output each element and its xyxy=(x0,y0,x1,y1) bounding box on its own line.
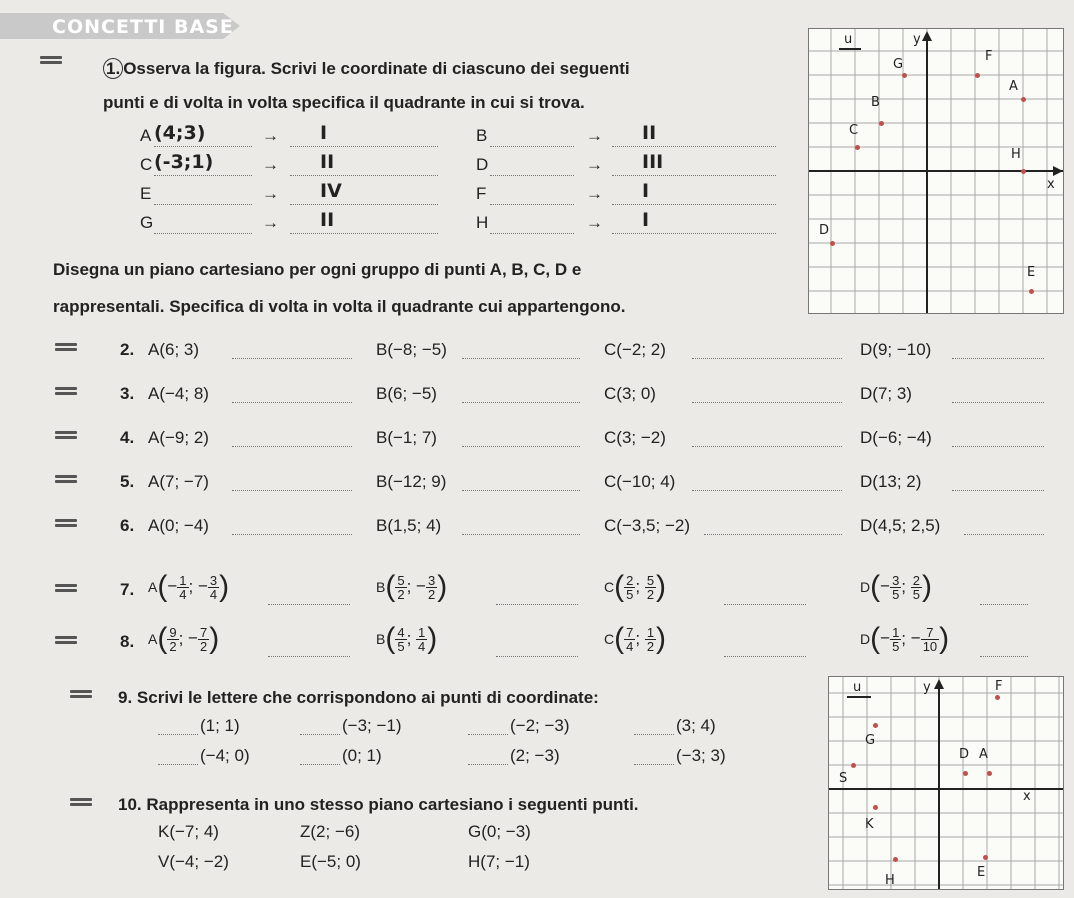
ex9-number: 9. xyxy=(118,688,133,707)
ex10-text: Rappresenta in uno stesso piano cartesiano i seguenti punti. xyxy=(146,795,639,814)
arrow-icon: → xyxy=(262,213,279,232)
point-marker xyxy=(963,771,968,776)
point-coordinates: B(−8; −5) xyxy=(376,340,447,359)
point-marker xyxy=(855,145,860,150)
exercise-number: 7. xyxy=(120,580,135,599)
point-coordinates: D(13; 2) xyxy=(860,472,922,491)
point-to-plot: E(−5; 0) xyxy=(300,852,361,871)
point-marker xyxy=(902,73,907,78)
coord-answer[interactable] xyxy=(490,180,574,205)
quadrant-answer[interactable]: II xyxy=(612,122,776,147)
answer-blank[interactable] xyxy=(724,646,806,657)
letter-blank[interactable] xyxy=(158,720,198,735)
x-label: x xyxy=(1023,789,1031,804)
point-marker xyxy=(1029,289,1034,294)
point-to-plot: K(−7; 4) xyxy=(158,822,219,841)
answer-blank[interactable] xyxy=(232,474,352,491)
fraction-point: A( $\frac{9}{2}$ ; − $\frac{7}{2}$ ) xyxy=(148,622,220,655)
fraction-point: C( $\frac{7}{4}$ ; $\frac{1}{2}$ ) xyxy=(604,622,667,655)
ex9-text: Scrivi le lettere che corrispondono ai punti di coordinate: xyxy=(136,688,599,707)
coordinate-pair: (−2; −3) xyxy=(510,716,570,735)
point-marker xyxy=(975,73,980,78)
difficulty-icon xyxy=(40,56,62,70)
difficulty-icon xyxy=(55,343,77,357)
point-letter: F xyxy=(476,184,487,203)
point-letter: B xyxy=(476,126,488,145)
letter-blank[interactable] xyxy=(468,720,508,735)
answer-blank[interactable] xyxy=(232,430,352,447)
answer-blank[interactable] xyxy=(692,342,842,359)
point-coordinates: D(9; −10) xyxy=(860,340,932,359)
point-label: A xyxy=(1009,79,1018,94)
arrow-icon: → xyxy=(262,155,279,174)
ex1-line1: Osserva la figura. Scrivi le coordinate di ciascuno dei seguenti xyxy=(123,59,630,78)
point-marker xyxy=(893,857,898,862)
fraction-point: D(− $\frac{1}{5}$ ; − $\frac{7}{10}$ ) xyxy=(860,622,950,655)
arrow-icon: → xyxy=(262,184,279,203)
quadrant-answer[interactable]: III xyxy=(612,151,776,176)
unit-label: u xyxy=(853,680,862,695)
quadrant-answer[interactable]: II xyxy=(290,151,438,176)
answer-blank[interactable] xyxy=(496,646,578,657)
ex10-prompt xyxy=(118,790,639,820)
answer-blank[interactable] xyxy=(952,386,1044,403)
point-marker xyxy=(873,805,878,810)
coord-answer[interactable] xyxy=(490,122,574,147)
answer-blank[interactable] xyxy=(232,386,352,403)
unit-label: u xyxy=(844,32,853,47)
difficulty-icon xyxy=(55,584,77,598)
point-marker xyxy=(1021,97,1026,102)
point-letter: H xyxy=(476,213,489,232)
instr-line1: Disegna un piano cartesiano per ogni gruppo di punti A, B, C, D e xyxy=(53,260,582,279)
arrow-icon: → xyxy=(586,184,603,203)
point-marker xyxy=(1021,169,1026,174)
answer-blank[interactable] xyxy=(980,594,1028,605)
answer-blank[interactable] xyxy=(952,474,1044,491)
x-label: x xyxy=(1047,177,1055,192)
point-coordinates: C(3; −2) xyxy=(604,428,666,447)
point-to-plot: G(0; −3) xyxy=(468,822,531,841)
y-arrow-icon xyxy=(922,31,932,41)
letter-blank[interactable] xyxy=(300,750,340,765)
answer-blank[interactable] xyxy=(232,518,352,535)
coord-answer[interactable] xyxy=(154,209,252,234)
point-coordinates: B(6; −5) xyxy=(376,384,437,403)
coord-answer[interactable] xyxy=(154,180,252,205)
coordinate-pair: (−4; 0) xyxy=(200,746,250,765)
grid-2 xyxy=(829,677,1063,889)
point-to-plot: Z(2; −6) xyxy=(300,822,360,841)
fraction-point: A(− $\frac{1}{4}$ ; − $\frac{3}{4}$ ) xyxy=(148,570,230,603)
answer-blank[interactable] xyxy=(462,342,580,359)
answer-blank[interactable] xyxy=(462,518,580,535)
point-label: F xyxy=(995,679,1003,694)
answer-blank[interactable] xyxy=(268,646,350,657)
answer-blank[interactable] xyxy=(462,430,580,447)
arrow-icon: → xyxy=(586,155,603,174)
point-label: S xyxy=(839,771,848,786)
point-label: C xyxy=(849,123,859,138)
point-marker xyxy=(995,695,1000,700)
point-coordinates: B(1,5; 4) xyxy=(376,516,442,535)
difficulty-icon xyxy=(70,690,92,704)
answer-blank[interactable] xyxy=(268,594,350,605)
point-marker xyxy=(983,855,988,860)
point-label: D xyxy=(959,747,970,762)
point-marker xyxy=(830,241,835,246)
answer-blank[interactable] xyxy=(980,646,1028,657)
coord-answer[interactable]: (4;3) xyxy=(154,122,252,147)
exercise-number: 3. xyxy=(120,384,135,403)
point-coordinates: A(0; −4) xyxy=(148,516,209,535)
quadrant-answer[interactable]: I xyxy=(290,122,438,147)
coordinate-pair: (0; 1) xyxy=(342,746,382,765)
answer-blank[interactable] xyxy=(952,342,1044,359)
coordinate-pair: (−3; −1) xyxy=(342,716,402,735)
answer-blank[interactable] xyxy=(692,386,842,403)
quadrant-answer[interactable]: I xyxy=(612,209,776,234)
y-label: y xyxy=(913,32,921,47)
ex1-line2: punti e di volta in volta specifica il quadrante in cui si trova. xyxy=(103,93,585,112)
fraction-point: B( $\frac{4}{5}$ ; $\frac{1}{4}$ ) xyxy=(376,622,438,655)
point-coordinates: C(−3,5; −2) xyxy=(604,516,690,535)
answer-blank[interactable] xyxy=(692,474,842,491)
point-coordinates: C(3; 0) xyxy=(604,384,656,403)
point-coordinates: D(7; 3) xyxy=(860,384,912,403)
coordinate-pair: (3; 4) xyxy=(676,716,716,735)
coordinate-pair: (2; −3) xyxy=(510,746,560,765)
arrow-icon: → xyxy=(262,126,279,145)
point-coordinates: A(7; −7) xyxy=(148,472,209,491)
point-label: F xyxy=(985,49,993,64)
coordinate-pair: (1; 1) xyxy=(200,716,240,735)
exercise-number: 8. xyxy=(120,632,135,651)
fraction-point: D(− $\frac{3}{5}$ ; $\frac{2}{5}$ ) xyxy=(860,570,932,603)
point-label: B xyxy=(871,95,880,110)
point-marker xyxy=(873,723,878,728)
coord-answer[interactable]: (-3;1) xyxy=(154,151,252,176)
answer-blank[interactable] xyxy=(496,594,578,605)
answer-blank[interactable] xyxy=(704,518,842,535)
answer-blank[interactable] xyxy=(462,386,580,403)
coord-answer[interactable] xyxy=(490,209,574,234)
point-label: H xyxy=(1011,147,1021,162)
point-label: E xyxy=(1027,265,1036,280)
letter-blank[interactable] xyxy=(300,720,340,735)
difficulty-icon xyxy=(55,636,77,650)
x-arrow-icon xyxy=(1053,166,1063,176)
letter-blank[interactable] xyxy=(634,720,674,735)
fraction-point: B( $\frac{5}{2}$ ; − $\frac{3}{2}$ ) xyxy=(376,570,448,603)
point-label: G xyxy=(865,733,876,748)
arrow-icon: → xyxy=(586,213,603,232)
point-letter: E xyxy=(140,184,152,203)
difficulty-icon xyxy=(55,387,77,401)
answer-blank[interactable] xyxy=(462,474,580,491)
point-label: K xyxy=(865,817,874,832)
point-letter: D xyxy=(476,155,489,174)
point-coordinates: C(−10; 4) xyxy=(604,472,676,491)
ex1-prompt xyxy=(103,54,630,84)
answer-blank[interactable] xyxy=(232,342,352,359)
instr-line2: rappresentali. Specifica di volta in volta il quadrante cui appartengono. xyxy=(53,297,626,316)
point-coordinates: A(−9; 2) xyxy=(148,428,209,447)
answer-blank[interactable] xyxy=(952,430,1044,447)
point-coordinates: B(−12; 9) xyxy=(376,472,447,491)
exercise-number: 4. xyxy=(120,428,135,447)
difficulty-icon xyxy=(55,475,77,489)
point-coordinates: D(4,5; 2,5) xyxy=(860,516,941,535)
fraction-point: C( $\frac{2}{5}$ ; $\frac{5}{2}$ ) xyxy=(604,570,667,603)
point-coordinates: C(−2; 2) xyxy=(604,340,666,359)
letter-blank[interactable] xyxy=(158,750,198,765)
point-label: E xyxy=(977,865,986,880)
point-label: D xyxy=(819,223,830,238)
ex1-number: 1. xyxy=(103,58,123,79)
point-letter: G xyxy=(140,213,154,232)
point-coordinates: A(6; 3) xyxy=(148,340,200,359)
ex10-number: 10. xyxy=(118,795,142,814)
point-marker xyxy=(879,121,884,126)
letter-blank[interactable] xyxy=(468,750,508,765)
answer-blank[interactable] xyxy=(964,518,1044,535)
point-label: H xyxy=(885,873,895,888)
point-label: A xyxy=(979,747,988,762)
cartesian-figure-2 xyxy=(828,676,1064,890)
letter-blank[interactable] xyxy=(634,750,674,765)
coord-answer[interactable] xyxy=(490,151,574,176)
quadrant-answer[interactable]: II xyxy=(290,209,438,234)
y-label: y xyxy=(923,680,931,695)
difficulty-icon xyxy=(55,519,77,533)
difficulty-icon xyxy=(70,798,92,812)
point-letter: C xyxy=(140,155,153,174)
quadrant-answer[interactable]: I xyxy=(612,180,776,205)
coordinate-pair: (−3; 3) xyxy=(676,746,726,765)
point-to-plot: V(−4; −2) xyxy=(158,852,229,871)
exercise-number: 5. xyxy=(120,472,135,491)
exercise-number: 2. xyxy=(120,340,135,359)
point-marker xyxy=(987,771,992,776)
answer-blank[interactable] xyxy=(692,430,842,447)
point-coordinates: D(−6; −4) xyxy=(860,428,932,447)
section-title: CONCETTI BASE xyxy=(52,16,234,38)
arrow-icon: → xyxy=(586,126,603,145)
ex9-prompt xyxy=(118,683,599,713)
difficulty-icon xyxy=(55,431,77,445)
point-marker xyxy=(851,763,856,768)
cartesian-figure-1 xyxy=(808,28,1064,314)
point-to-plot: H(7; −1) xyxy=(468,852,530,871)
y-arrow-icon xyxy=(934,679,944,689)
point-coordinates: B(−1; 7) xyxy=(376,428,437,447)
point-label: G xyxy=(893,57,904,72)
answer-blank[interactable] xyxy=(724,594,806,605)
point-coordinates: A(−4; 8) xyxy=(148,384,209,403)
exercise-number: 6. xyxy=(120,516,135,535)
point-letter: A xyxy=(140,126,152,145)
quadrant-answer[interactable]: IV xyxy=(290,180,438,205)
